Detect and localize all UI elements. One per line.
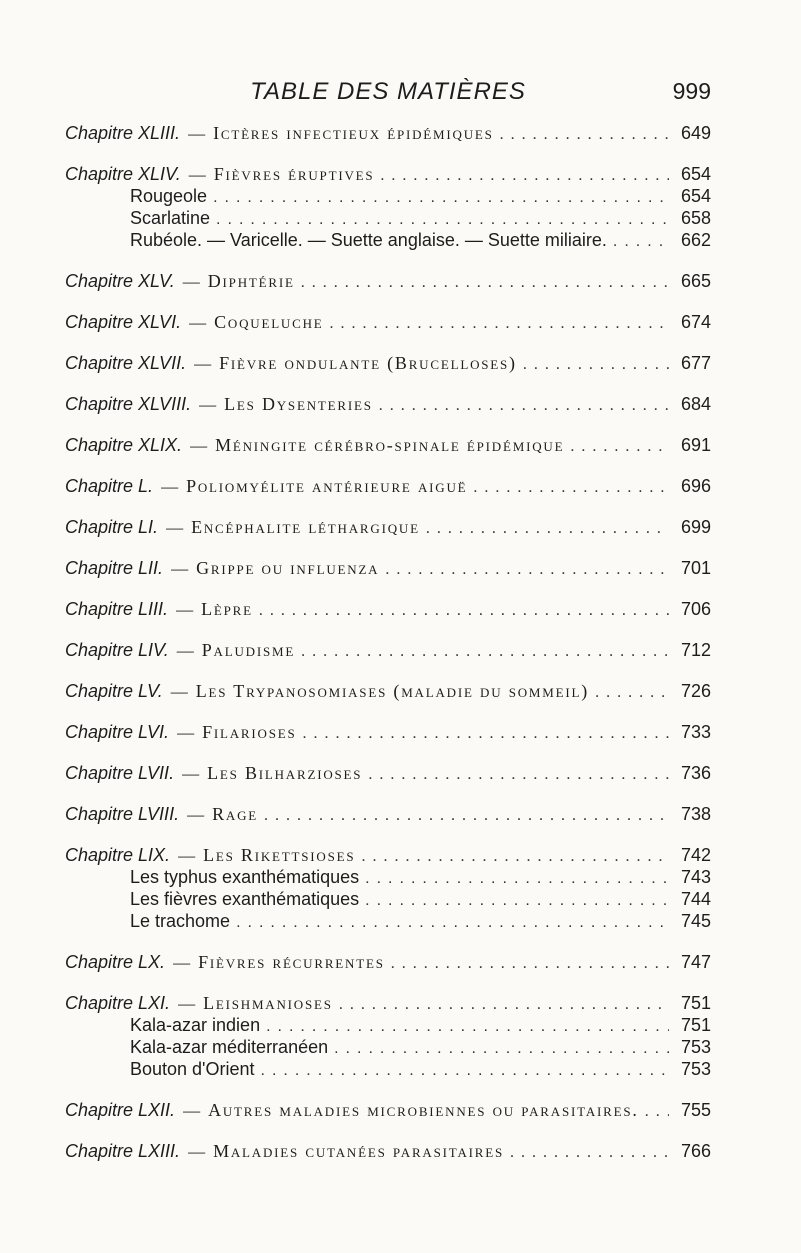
dot-leader [330, 313, 669, 333]
dot-leader [570, 436, 669, 456]
dot-leader [426, 518, 669, 538]
chapter-title: Diphtérie [207, 271, 295, 291]
toc-chapter-row [65, 122, 711, 144]
chapter-title: Rage [212, 804, 259, 824]
em-dash-separator: — [176, 600, 194, 619]
toc-chapter-row [65, 163, 711, 185]
dot-leader [303, 723, 669, 743]
chapter-title: Les Rikettsioses [203, 845, 356, 865]
dot-leader [473, 477, 669, 497]
em-dash-separator: — [183, 1101, 201, 1120]
toc-chapter-row [65, 680, 711, 702]
toc-page-number: 658 [680, 208, 711, 228]
chapter-title: Grippe ou influenza [196, 558, 380, 578]
dot-leader [365, 890, 669, 910]
dot-leader [368, 764, 669, 784]
dot-leader [301, 641, 669, 661]
toc-page-number: 753 [680, 1037, 711, 1057]
toc-section-row [65, 207, 711, 229]
toc-chapter-row [65, 352, 711, 374]
toc-page-number: 696 [680, 476, 711, 496]
toc-chapter-row [65, 1099, 711, 1121]
chapter-title: Paludisme [201, 640, 296, 660]
dot-leader [523, 354, 669, 374]
dot-leader [259, 600, 669, 620]
chapter-title: Encéphalite léthargique [191, 517, 420, 537]
chapter-title: Les Trypanosomiases (maladie du sommeil) [195, 681, 590, 701]
toc-page-number: 654 [680, 164, 711, 184]
dot-leader [216, 209, 669, 229]
toc-chapter-row [65, 598, 711, 620]
section-title: Les typhus exanthématiques [130, 867, 360, 887]
chapter-title: Fièvres éruptives [213, 164, 375, 184]
toc-chapter-row [65, 992, 711, 1014]
dot-leader [391, 953, 669, 973]
chapter-title: Maladies cutanées parasitaires [213, 1141, 505, 1161]
chapter-label: Chapitre LVI. [65, 722, 170, 742]
toc-chapter-row [65, 721, 711, 743]
dot-leader [361, 846, 669, 866]
em-dash-separator: — [178, 846, 196, 865]
section-title: Kala-azar indien [130, 1015, 261, 1035]
toc-chapter-row [65, 516, 711, 538]
em-dash-separator: — [188, 165, 206, 184]
dot-leader [264, 805, 669, 825]
dot-leader [339, 994, 669, 1014]
chapter-label: Chapitre LIII. [65, 599, 169, 619]
chapter-title: Les Bilharzioses [207, 763, 363, 783]
em-dash-separator: — [188, 1142, 206, 1161]
toc-page-number: 751 [680, 1015, 711, 1035]
em-dash-separator: — [199, 395, 217, 414]
em-dash-separator: — [173, 953, 191, 972]
dot-leader [365, 868, 669, 888]
em-dash-separator: — [166, 518, 184, 537]
chapter-label: Chapitre LV. [65, 681, 163, 701]
toc-page-number: 699 [680, 517, 711, 537]
page-header [65, 78, 711, 114]
toc-section-row [65, 1036, 711, 1058]
toc-page-number: 691 [680, 435, 711, 455]
dot-leader [595, 682, 669, 702]
toc-page-number: 743 [680, 867, 711, 887]
chapter-label: Chapitre LXIII. [65, 1141, 181, 1161]
em-dash-separator: — [177, 723, 195, 742]
toc-section-row [65, 1058, 711, 1080]
running-title: TABLE DES MATIÈRES [250, 78, 526, 105]
chapter-label: Chapitre XLVII. [65, 353, 187, 373]
toc-page-number: 753 [680, 1059, 711, 1079]
toc-section-row [65, 185, 711, 207]
chapter-title: Lèpre [201, 599, 253, 619]
chapter-title: Fièvre ondulante (Brucelloses) [219, 353, 517, 373]
dot-leader [213, 187, 669, 207]
toc-page-number: 649 [680, 123, 711, 143]
toc-chapter-row [65, 951, 711, 973]
em-dash-separator: — [176, 641, 194, 660]
toc-page-number: 677 [680, 353, 711, 373]
chapter-label: Chapitre LXI. [65, 993, 171, 1013]
chapter-title: Leishmanioses [203, 993, 333, 1013]
section-title: Scarlatine [130, 208, 211, 228]
dot-leader [334, 1038, 669, 1058]
section-title: Les fièvres exanthématiques [130, 889, 360, 909]
em-dash-separator: — [182, 272, 200, 291]
chapter-title: Fièvres récurrentes [198, 952, 385, 972]
chapter-title: Les Dysenteries [224, 394, 373, 414]
em-dash-separator: — [190, 436, 208, 455]
chapter-label: Chapitre LX. [65, 952, 166, 972]
page-number: 999 [672, 78, 711, 104]
chapter-label: Chapitre LVII. [65, 763, 175, 783]
toc-section-row [65, 229, 711, 251]
toc-chapter-row [65, 434, 711, 456]
em-dash-separator: — [182, 764, 200, 783]
toc-section-row [65, 1014, 711, 1036]
em-dash-separator: — [188, 124, 206, 143]
toc-page-number: 733 [680, 722, 711, 742]
em-dash-separator: — [170, 682, 188, 701]
dot-leader [379, 395, 669, 415]
toc-page-number: 751 [680, 993, 711, 1013]
chapter-title: Autres maladies microbiennes ou parasitaires. [208, 1100, 639, 1120]
section-title: Rougeole [130, 186, 208, 206]
chapter-label: Chapitre XLV. [65, 271, 175, 291]
dot-leader [385, 559, 669, 579]
toc-page-number: 674 [680, 312, 711, 332]
em-dash-separator: — [178, 994, 196, 1013]
toc-chapter-row [65, 270, 711, 292]
toc-section-row [65, 910, 711, 932]
dot-leader [266, 1016, 669, 1036]
toc-page-number: 726 [680, 681, 711, 701]
toc-section-row [65, 888, 711, 910]
chapter-label: Chapitre LVIII. [65, 804, 180, 824]
toc-page-number: 706 [680, 599, 711, 619]
dot-leader [510, 1142, 669, 1162]
dot-leader [380, 165, 669, 185]
chapter-label: Chapitre XLVIII. [65, 394, 192, 414]
toc-page-number: 747 [680, 952, 711, 972]
toc-page-number: 745 [680, 911, 711, 931]
dot-leader [236, 912, 669, 932]
chapter-label: Chapitre LXII. [65, 1100, 176, 1120]
toc-chapter-row [65, 557, 711, 579]
toc-chapter-row [65, 803, 711, 825]
chapter-label: Chapitre LIV. [65, 640, 169, 660]
chapter-label: Chapitre XLIII. [65, 123, 181, 143]
toc-chapter-row [65, 1140, 711, 1162]
toc-page-number: 662 [680, 230, 711, 250]
em-dash-separator: — [171, 559, 189, 578]
chapter-label: Chapitre LI. [65, 517, 159, 537]
table-of-contents [65, 112, 711, 1162]
chapter-label: Chapitre XLIV. [65, 164, 181, 184]
toc-page-number: 744 [680, 889, 711, 909]
toc-chapter-row [65, 393, 711, 415]
toc-page-number: 712 [680, 640, 711, 660]
dot-leader [613, 231, 669, 251]
toc-page-number: 755 [680, 1100, 711, 1120]
toc-section-row [65, 866, 711, 888]
toc-page-number: 736 [680, 763, 711, 783]
toc-chapter-row [65, 311, 711, 333]
section-title: Kala-azar méditerranéen [130, 1037, 329, 1057]
toc-page-number: 684 [680, 394, 711, 414]
toc-page-number: 654 [680, 186, 711, 206]
chapter-label: Chapitre XLVI. [65, 312, 182, 332]
chapter-label: Chapitre XLIX. [65, 435, 183, 455]
chapter-title: Ictères infectieux épidémiques [213, 123, 494, 143]
section-title: Rubéole. — Varicelle. — Suette anglaise. — Suette miliaire. [130, 230, 607, 250]
toc-chapter-row [65, 639, 711, 661]
dot-leader [645, 1101, 669, 1121]
em-dash-separator: — [161, 477, 179, 496]
em-dash-separator: — [189, 313, 207, 332]
chapter-title: Filarioses [202, 722, 297, 742]
chapter-title: Coqueluche [214, 312, 324, 332]
em-dash-separator: — [187, 805, 205, 824]
section-title: Le trachome [130, 911, 231, 931]
toc-page-number: 701 [680, 558, 711, 578]
toc-chapter-row [65, 762, 711, 784]
dot-leader [301, 272, 669, 292]
chapter-label: Chapitre LIX. [65, 845, 171, 865]
dot-leader [500, 124, 669, 144]
toc-page-number: 665 [680, 271, 711, 291]
chapter-label: Chapitre L. [65, 476, 154, 496]
dot-leader [261, 1060, 669, 1080]
section-title: Bouton d'Orient [130, 1059, 255, 1079]
chapter-label: Chapitre LII. [65, 558, 164, 578]
toc-page-number: 766 [680, 1141, 711, 1161]
toc-page-number: 742 [680, 845, 711, 865]
chapter-title: Méningite cérébro-spinale épidémique [215, 435, 565, 455]
em-dash-separator: — [194, 354, 212, 373]
toc-page-number: 738 [680, 804, 711, 824]
chapter-title: Poliomyélite antérieure aiguë [186, 476, 468, 496]
toc-chapter-row [65, 475, 711, 497]
toc-chapter-row [65, 844, 711, 866]
